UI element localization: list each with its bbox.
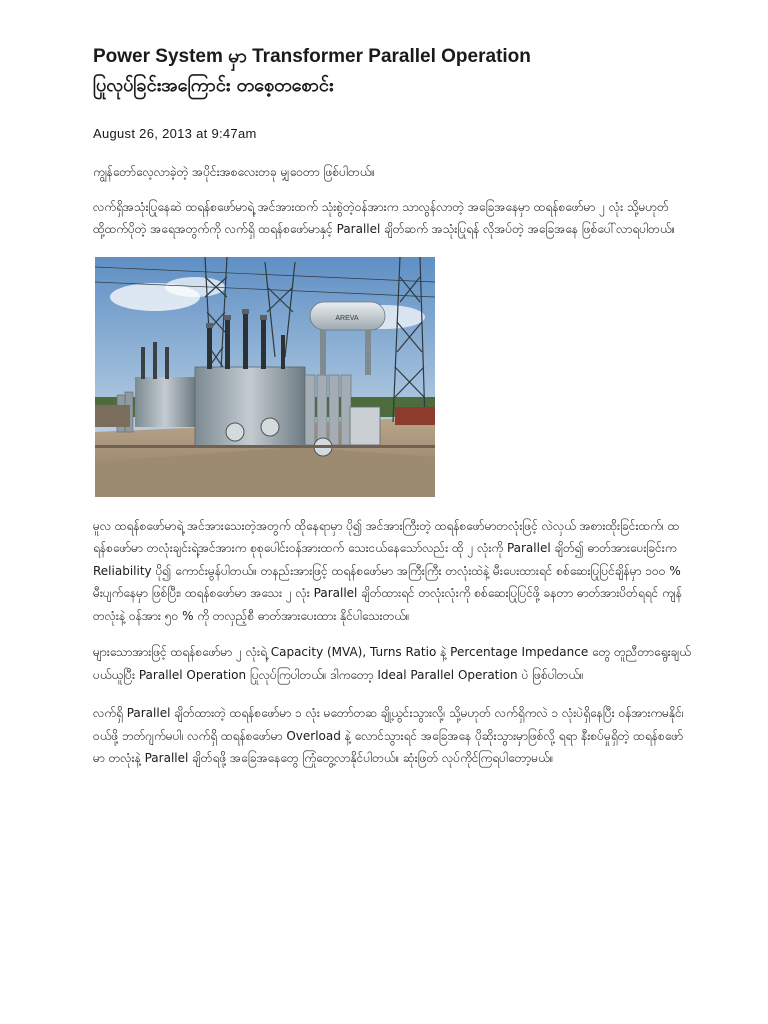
article-title: Power System မှာ Transformer Parallel Operation <box>93 46 531 67</box>
article <box>93 44 693 770</box>
brand-plate-label: AREVA <box>335 314 359 322</box>
post-date: August 26, 2013 at 9:47am <box>93 126 257 141</box>
paragraph-background: လက်ရှိအသုံးပြုနေဆဲ ထရန်စဖော်မာရဲ့ အင်အားထက် သုံးစွဲတဲ့ဝန်အားက သာလွန်လာတဲ့ အခြေအနေမှာ ထရန်စဖော်မာ ၂ လုံး သို့မဟုတ် ထို့ထက်ပိုတဲ့ အရေအတွက်ကို လက်ရှိ ထရန်စဖော်မာနှင့် Parallel ချိတ်ဆက် အသုံးပြုရန် လိုအပ်တဲ့ အခြေအနေ ဖြစ်ပေါ်လာရပါတယ်။ <box>93 199 676 236</box>
paragraph-reliability: မူလ ထရန်စဖော်မာရဲ့ အင်အားသေးတဲ့အတွက် ထိုနေရာမှာ ပို၍ အင်အားကြီးတဲ့ ထရန်စဖော်မာတလုံးဖြင့် လဲလှယ် အစားထိုးခြင်းထက်၊ ထရန်စဖော်မာ တလုံးချင်းရဲ့အင်အားက စုစုပေါင်းဝန်အားထက် သေးငယ်နေသော်လည်း ထို ၂ လုံးကို Parallel ချိတ်၍ ဓာတ်အားပေးခြင်းက Reliability ပို၍ ကောင်းမွန်ပါတယ်။ တနည်းအားဖြင့် ထရန်စဖော်မာ အကြီးကြီး တလုံးထဲနဲ့ မီးပေးထားရင် စစ်ဆေးပြုပြင်ချိန်မှာ ၁၀၀ % မီးပျက်နေမှာ ဖြစ်ပြီး၊ ထရန်စဖော်မာ အသေး ၂ လုံး Parallel ချိတ်ထားရင် တလုံးလုံးကို စစ်ဆေးပြုပြင်ဖို့ ခနတာ ဓာတ်အားပိတ်ရရင် ကျန်တလုံးနဲ့ ဝန်အား ၅၀ % ကို တလှည့်စီ ဓာတ်အားပေးထား နိုင်ပါသေးတယ်။ <box>93 518 682 623</box>
transformer-photo-illustration <box>95 257 435 497</box>
paragraph-ideal-parallel: များသောအားဖြင့် ထရန်စဖော်မာ ၂ လုံးရဲ့ Capacity (MVA), Turns Ratio နဲ့ Percentage Impedance တွေ တူညီတာရွေးချယ်ပယ်ယူပြီး Parallel Operation ပြုလုပ်ကြပါတယ်။ ဒါကတော့ Ideal Parallel Operation ပဲ ဖြစ်ပါတယ်။ <box>93 645 691 682</box>
paragraph-intro: ကျွန်တော်လေ့လာခဲ့တဲ့ အပိုင်းအစလေးတခု မျှဝေတာ ဖြစ်ပါတယ်။ <box>93 165 375 179</box>
article-subtitle: ပြုလုပ်ခြင်းအကြောင်း တစေ့တစောင်း <box>93 75 334 96</box>
paragraph-practical-case: လက်ရှိ Parallel ချိတ်ထားတဲ့ ထရန်စဖော်မာ ၁ လုံး မတော်တဆ ချို့ယွင်းသွားလို့၊ သို့မဟုတ် လက်ရှိကလဲ ၁ လုံးပဲရှိနေပြီး ဝန်အားကမနိုင်၊ ဝယ်ဖို့ ဘတ်ဂျက်မပါ၊ လက်ရှိ ထရန်စဖော်မာ Overload နဲ့ လောင်သွားရင် အခြေအနေ ပိုဆိုးသွားမှာဖြစ်လို့ ရရာ နီးစပ်မှုရှိတဲ့ ထရန်စဖော်မာ တလုံးနဲ့ Parallel ချိတ်ရဖို့ အခြေအနေတွေ ကြုံတွေ့လာနိုင်ပါတယ်။ ဆုံးဖြတ် လုပ်ကိုင်ကြရပါတော့မယ်။ <box>93 706 684 765</box>
transformer-substation-photo <box>95 257 435 497</box>
